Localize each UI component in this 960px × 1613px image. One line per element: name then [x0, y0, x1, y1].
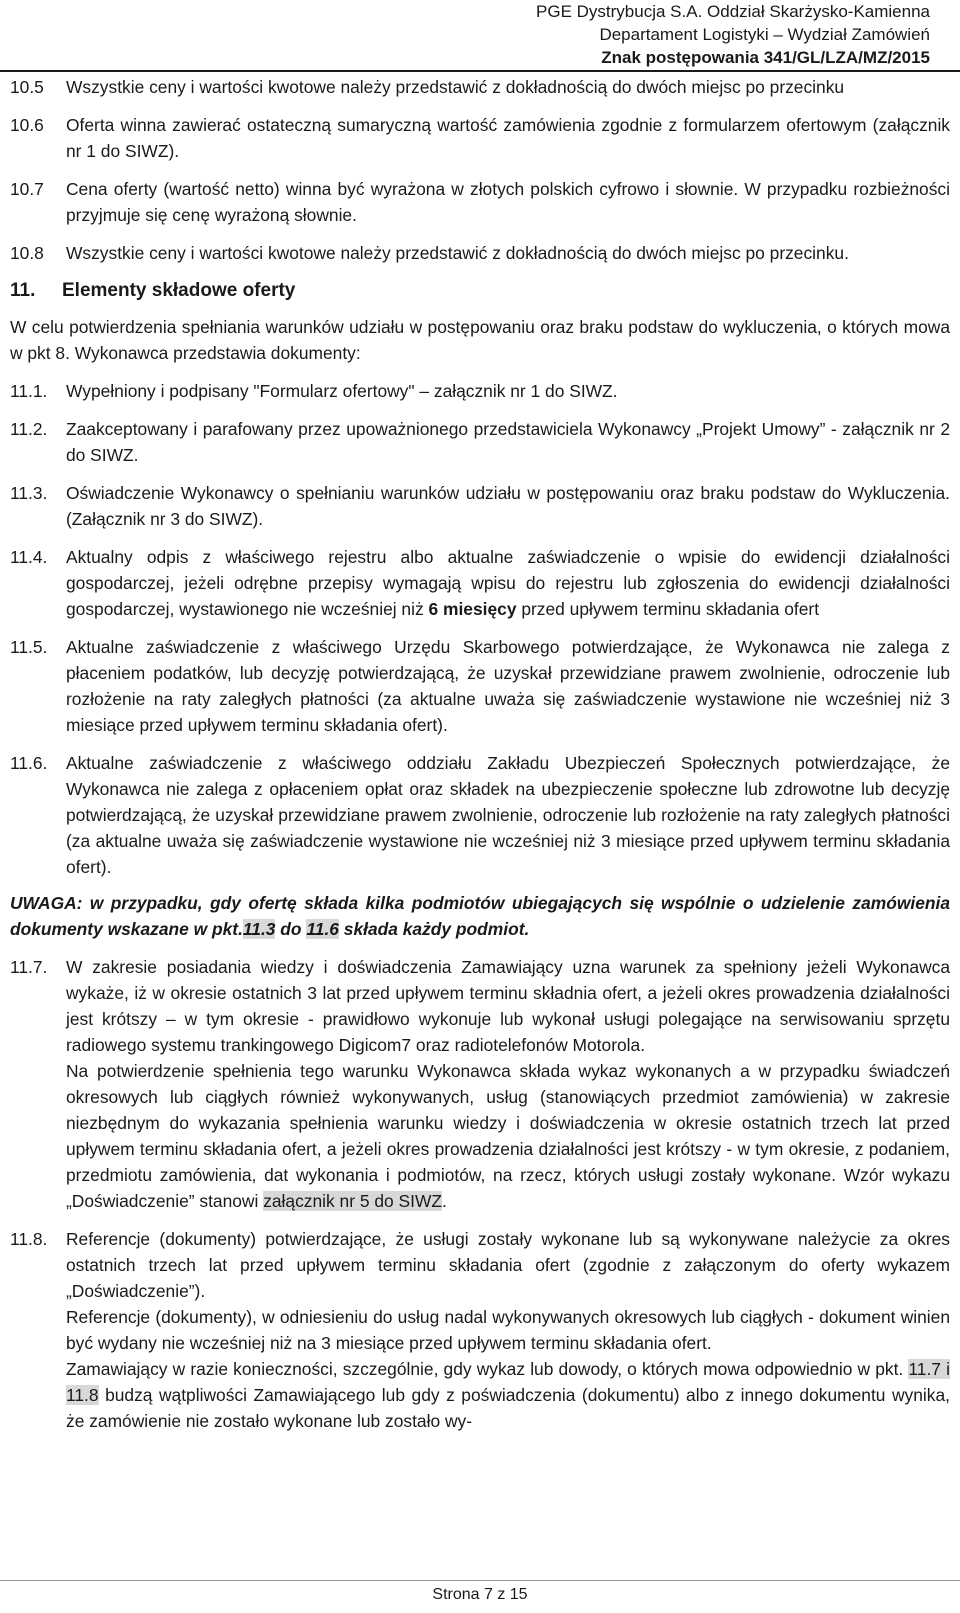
- paragraph-text: Na potwierdzenie spełnienia tego warunku Wykonawca składa wykaz wykonanych a w przypadku świadczeń okresowych lub ciągłych również wykonywanych, usług (stanowiących przedmiot zamówienia) w zakresie niezbędnym do wykazania spełnienia warunku wiedzy i doświadczenia w okresie ostatnich trzech lat przed upływem terminu składania ofert, a jeżeli okres prowadzenia działalności jest krótszy - w tym okresie, z podaniem, przedmiotu zamówienia, dat wykonania i podmiotów, na rzecz, których usługi zostały wykonane. Wzór wykazu „Doświadczenie” stanowi: [66, 1061, 950, 1211]
- header-department: Departament Logistyki – Wydział Zamówień: [599, 25, 930, 44]
- note-text: do: [275, 919, 307, 939]
- item-number: 11.5.: [10, 637, 48, 657]
- note-reference: 11.3: [242, 919, 276, 939]
- item-number: 10.6: [10, 115, 44, 135]
- paragraph-text: .: [442, 1191, 447, 1211]
- item-text-part: Aktualny odpis z właściwego rejestru albo aktualne zaświadczenie o wpisie do ewidencji działalności gospodarczej, jeżeli odrębne przepisy wymagają wpisu do rejestru lub zgłoszenia do ewidencji działalności gospodarczej, wystawionego nie wcześniej niż: [66, 547, 950, 619]
- list-item: [10, 750, 950, 880]
- section-title: Elementy składowe oferty: [62, 280, 296, 301]
- item-paragraph: Referencje (dokumenty), w odniesieniu do usług nadal wykonywanych okresowych lub ciągłych - dokument winien być wydany nie wcześniej niż na 3 miesiące przed upływem terminu składania ofert.: [66, 1307, 950, 1353]
- section-intro: W celu potwierdzenia spełniania warunków udziału w postępowaniu oraz braku podstaw do wykluczenia, o których mowa w pkt 8. Wykonawca przedstawia dokumenty:: [10, 317, 950, 363]
- item-paragraph: [66, 1058, 950, 1214]
- item-text-emphasis: 6 miesięcy: [428, 599, 517, 619]
- item-text: [66, 954, 950, 1214]
- list-item: [10, 74, 950, 100]
- header-reference: Znak postępowania 341/GL/LZA/MZ/2015: [601, 48, 930, 67]
- item-number: 11.2.: [10, 419, 48, 439]
- item-text: Aktualne zaświadczenie z właściwego Urzędu Skarbowego potwierdzające, że Wykonawca nie zalega z płaceniem podatków, lub decyzję potwierdzającą, że uzyskał przewidziane prawem zwolnienie, odroczenie lub rozłożenie na raty zaległych płatności (za aktualne uważa się zaświadczenie wystawione nie wcześniej niż 3 miesiące przed upływem terminu składania ofert).: [66, 637, 950, 735]
- list-item: [10, 240, 950, 266]
- attachment-reference: załącznik nr 5 do SIWZ: [263, 1191, 442, 1211]
- item-paragraph: Referencje (dokumenty) potwierdzające, że usługi zostały wykonane lub są wykonywane należycie za okres ostatnich trzech lat przed upływem terminu składania ofert (zgodnie z załączonym do oferty wykazem „Doświadczenie”).: [66, 1229, 950, 1301]
- item-number: 11.8.: [10, 1229, 48, 1249]
- item-paragraph: [66, 1356, 950, 1434]
- list-item: [10, 634, 950, 738]
- item-number: 11.1.: [10, 381, 48, 401]
- note-text: UWAGA: w przypadku, gdy ofertę składa kilka podmiotów ubiegających się wspólnie o udzielenie zamówienia dokumenty wskazane w pkt.: [10, 893, 950, 939]
- item-text: Wypełniony i podpisany "Formularz ofertowy" – załącznik nr 1 do SIWZ.: [66, 381, 618, 401]
- document-body: [10, 74, 950, 1446]
- item-text: Wszystkie ceny i wartości kwotowe należy przedstawić z dokładnością do dwóch miejsc po przecinku: [66, 77, 845, 97]
- list-item: [10, 176, 950, 228]
- footer-divider: [0, 1580, 960, 1581]
- header-divider: [0, 70, 960, 72]
- header-company: PGE Dystrybucja S.A. Oddział Skarżysko-Kamienna: [536, 2, 930, 21]
- item-number: 11.4.: [10, 547, 48, 567]
- item-number: 10.7: [10, 179, 44, 199]
- item-number: 10.5: [10, 77, 44, 97]
- item-text: Cena oferty (wartość netto) winna być wyrażona w złotych polskich cyfrowo i słownie. W przypadku rozbieżności przyjmuje się cenę wyrażoną słownie.: [66, 179, 950, 225]
- note-reference: 11.6: [306, 919, 339, 939]
- list-item: [10, 480, 950, 532]
- item-number: 10.8: [10, 243, 44, 263]
- point-reference: 11.7 i 11.8: [66, 1359, 950, 1405]
- item-number: 11.6.: [10, 753, 48, 773]
- page-number: Strona 7 z 15: [432, 1586, 528, 1603]
- item-text-part: przed upływem terminu składania ofert: [516, 599, 820, 619]
- item-text: Aktualne zaświadczenie z właściwego oddziału Zakładu Ubezpieczeń Społecznych potwierdzające, że Wykonawca nie zalega z opłaceniem opłat oraz składek na ubezpieczenie społeczne lub zdrowotne lub decyzję potwierdzającą, że uzyskał przewidziane prawem zwolnienie, odroczenie lub rozłożenie na raty zaległych płatności (za aktualne uważa się zaświadczenie wystawione nie wcześniej niż 3 miesiące przed upływem terminu składania ofert).: [66, 753, 950, 877]
- item-number: 11.7.: [10, 957, 48, 977]
- list-item: [10, 378, 950, 404]
- list-item: [10, 544, 950, 622]
- item-text: Oświadczenie Wykonawcy o spełnianiu warunków udziału w postępowaniu oraz braku podstaw do Wykluczenia. (Załącznik nr 3 do SIWZ).: [66, 483, 950, 529]
- list-item: [10, 112, 950, 164]
- section-heading: [10, 278, 950, 304]
- item-text: [66, 1226, 950, 1434]
- page-header: [450, 0, 930, 69]
- item-paragraph: W zakresie posiadania wiedzy i doświadczenia Zamawiający uzna warunek za spełniony jeżeli Wykonawca wykaże, iż w okresie ostatnich 3 lat przed upływem terminu składnia ofert, a jeżeli okres prowadzenia działalności jest krótszy – w tym okresie - prawidłowo wykonuje lub wykonał usługi polegające na serwisowaniu sprzętu radiowego systemu trankingowego Digicom7 oraz radiotelefonów Motorola.: [66, 957, 950, 1055]
- paragraph-text: Zamawiający w razie konieczności, szczególnie, gdy wykaz lub dowody, o których mowa odpowiednio w pkt.: [66, 1359, 909, 1379]
- item-text: [66, 544, 950, 622]
- item-text: Wszystkie ceny i wartości kwotowe należy przedstawić z dokładnością do dwóch miejsc po przecinku.: [66, 243, 849, 263]
- list-item: [10, 1226, 950, 1434]
- section-number: 11.: [10, 280, 36, 301]
- warning-note: [10, 890, 950, 942]
- paragraph-text: budzą wątpliwości Zamawiającego lub gdy z poświadczenia (dokumentu) albo z innego dokumentu wynika, że zamówienie nie zostało wykonane lub zostało wy-: [66, 1385, 950, 1431]
- note-text: składa każdy podmiot.: [338, 919, 530, 939]
- item-text: Oferta winna zawierać ostateczną sumaryczną wartość zamówienia zgodnie z formularzem ofertowym (załącznik nr 1 do SIWZ).: [66, 115, 950, 161]
- item-text: Zaakceptowany i parafowany przez upoważnionego przedstawiciela Wykonawcy „Projekt Umowy” - załącznik nr 2 do SIWZ.: [66, 419, 950, 465]
- list-item: [10, 416, 950, 468]
- item-number: 11.3.: [10, 483, 48, 503]
- list-item: [10, 954, 950, 1214]
